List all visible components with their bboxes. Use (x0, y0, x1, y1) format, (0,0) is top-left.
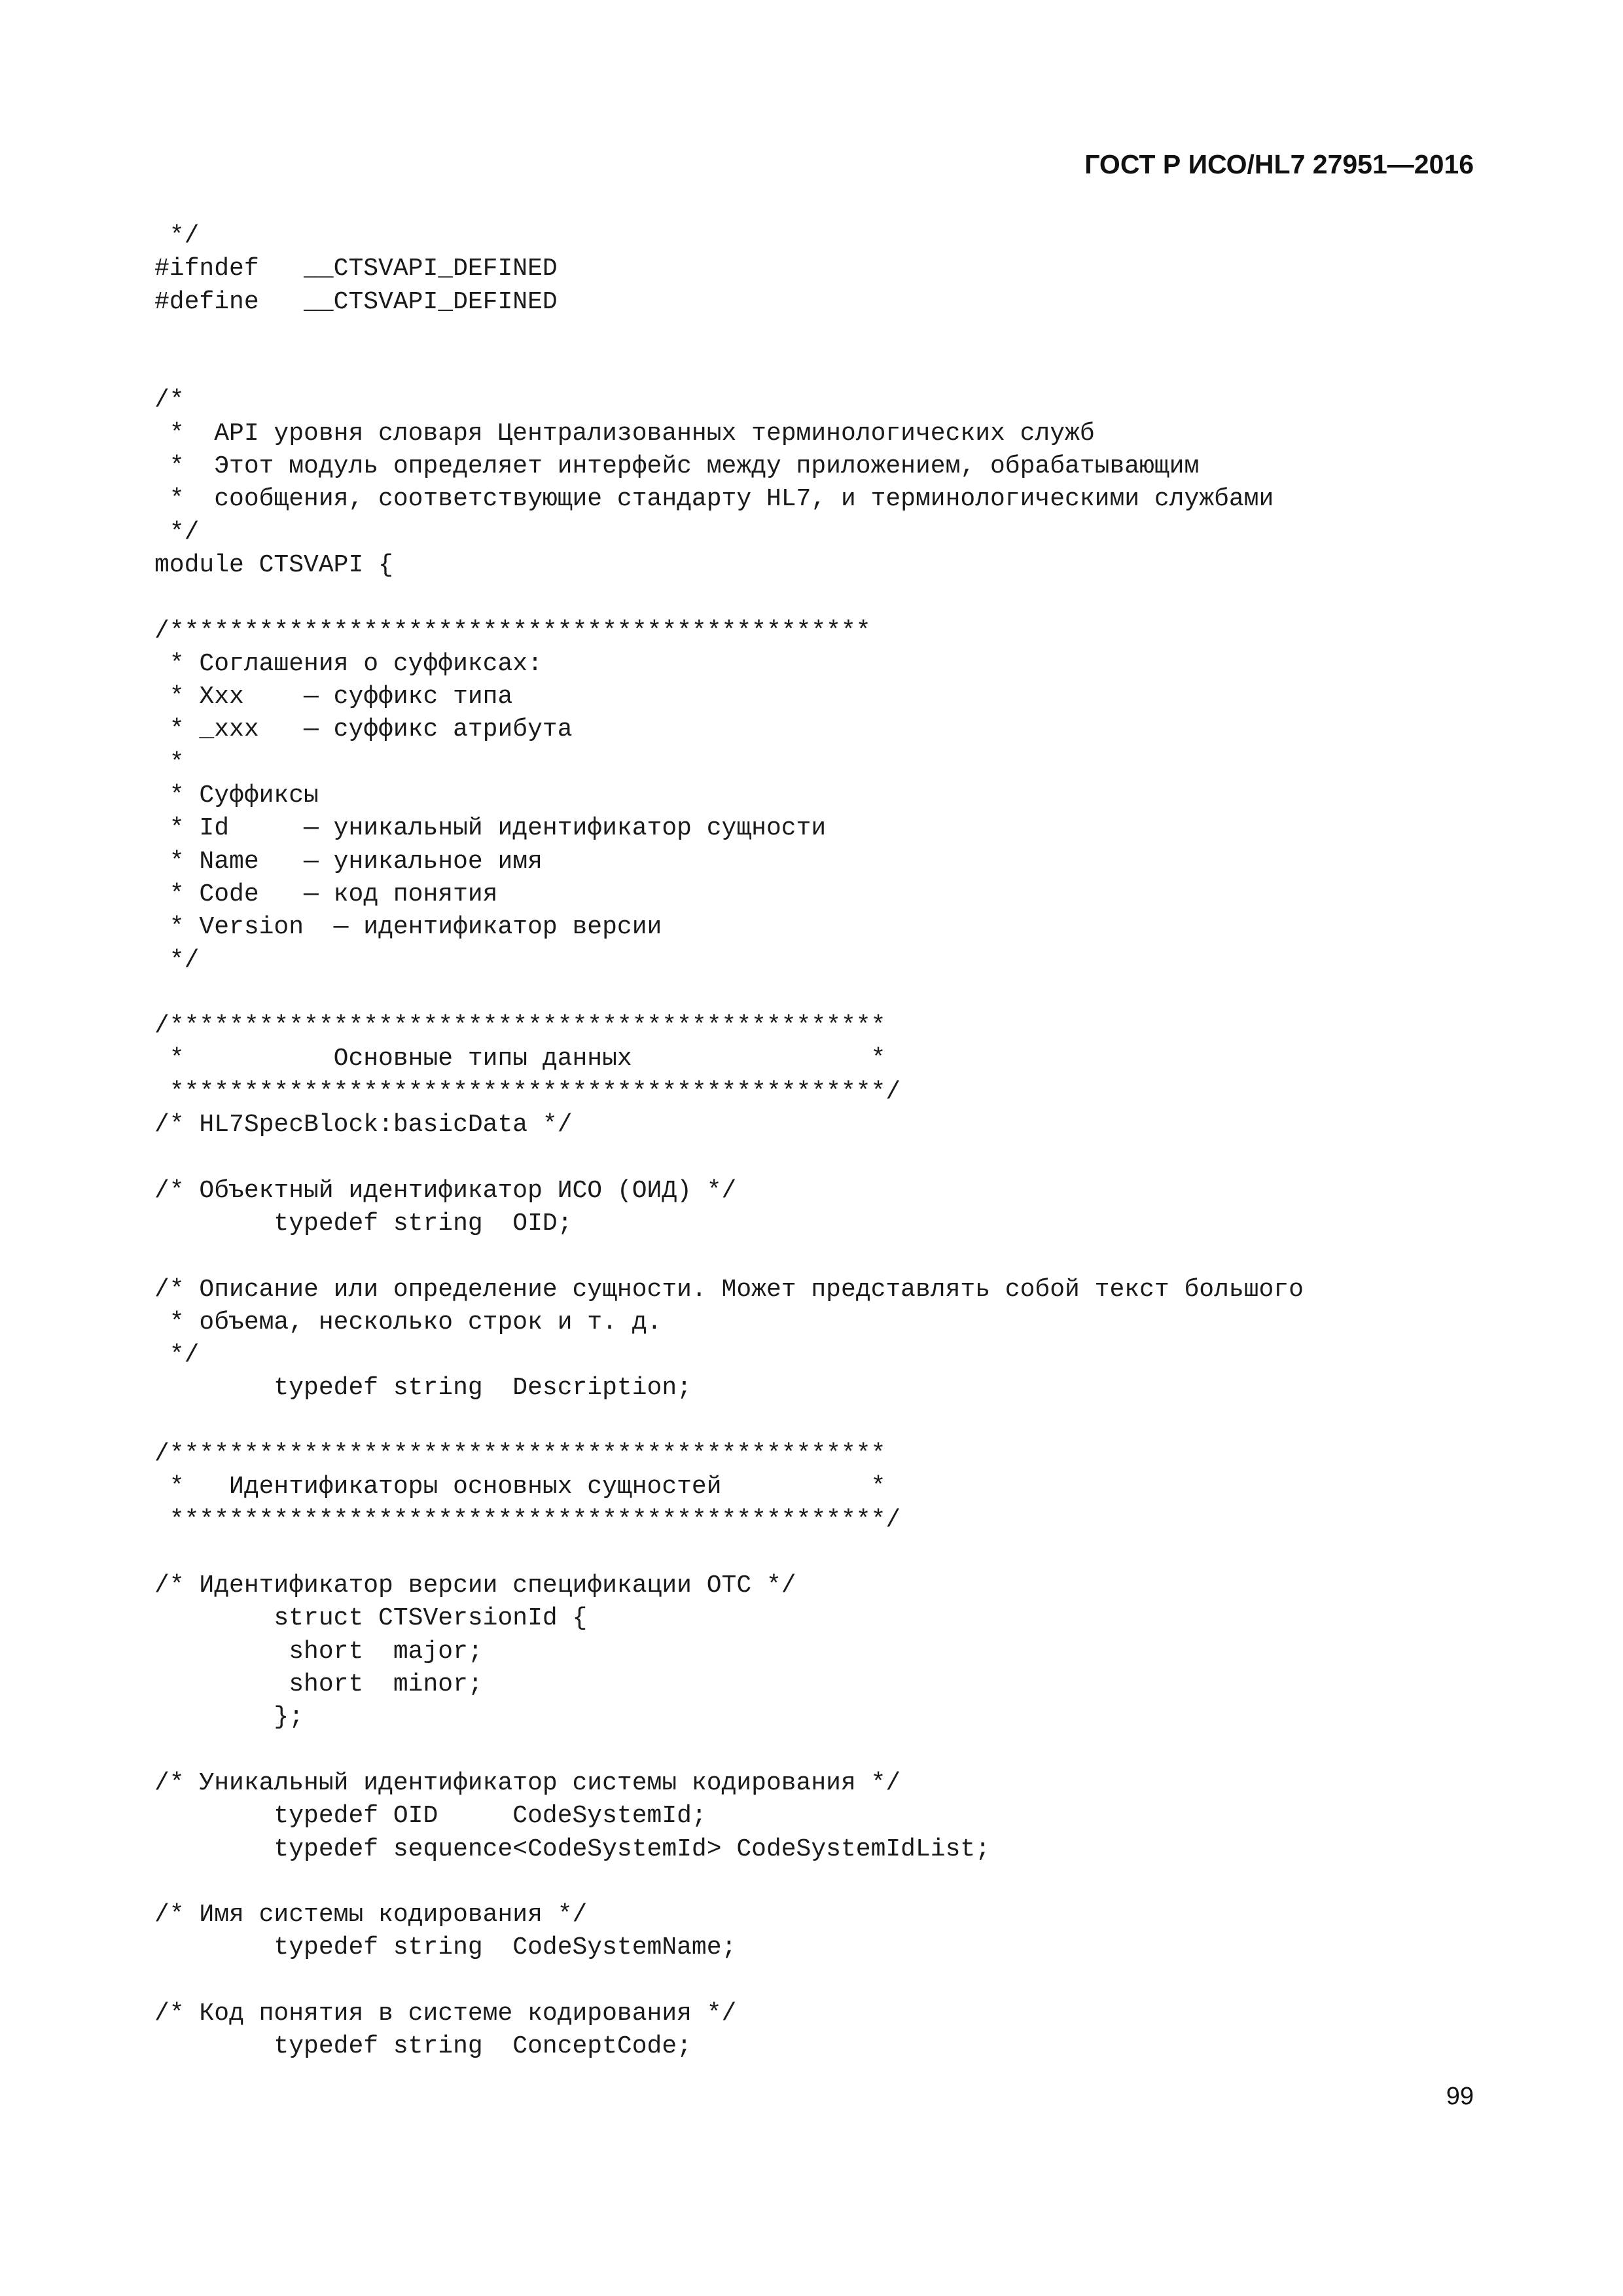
code-line: /* Имя системы кодирования */ (154, 1901, 588, 1929)
code-line: short major; (154, 1637, 483, 1666)
code-line: ************************************************/ (154, 1077, 901, 1106)
code-line: #ifndef __CTSVAPI_DEFINED (154, 255, 558, 283)
code-line (154, 1965, 1496, 1998)
code-line: typedef OID CodeSystemId; (154, 1802, 707, 1831)
code-line: /* (154, 386, 185, 415)
code-line: * Соглашения о суффиксах: (154, 649, 543, 678)
code-line: * Id — уникальный идентификатор сущности (154, 814, 827, 843)
code-line (154, 1405, 1496, 1438)
code-line: }; (154, 1703, 304, 1732)
page-number: 99 (1446, 2083, 1474, 2110)
code-line: * Основные типы данных * (154, 1045, 886, 1073)
code-line (154, 977, 1496, 1010)
code-line: /************************************************ (154, 1012, 886, 1041)
code-line: */ (154, 1341, 200, 1370)
code-line: /* Код понятия в системе кодирования */ (154, 2000, 737, 2028)
code-line: * сообщения, соответствующие стандарту HL7, и терминологическими службами (154, 485, 1274, 514)
code-line (154, 1734, 1496, 1767)
code-line: * объема, несколько строк и т. д. (154, 1308, 662, 1336)
code-line: /* Идентификатор версии спецификации ОТС */ (154, 1571, 796, 1600)
code-line: */ (154, 946, 200, 975)
code-line: * Version — идентификатор версии (154, 913, 662, 942)
code-line: * Code — код понятия (154, 880, 498, 908)
code-line (154, 1240, 1496, 1273)
code-line: * (154, 748, 185, 777)
code-listing (154, 220, 1496, 2064)
code-line: typedef string OID; (154, 1209, 573, 1238)
document-header: ГОСТ Р ИСО/HL7 27951—2016 (1084, 149, 1474, 179)
code-line: ************************************************/ (154, 1505, 901, 1534)
code-line: /* Уникальный идентификатор системы кодирования */ (154, 1768, 901, 1797)
code-line: * API уровня словаря Централизованных терминологических служб (154, 419, 1095, 448)
code-line: struct CTSVersionId { (154, 1604, 588, 1633)
code-line: /* Описание или определение сущности. Может представлять собой текст большого (154, 1275, 1304, 1304)
code-line: * Name — уникальное имя (154, 847, 543, 876)
code-line: typedef string CodeSystemName; (154, 1933, 737, 1962)
code-line: /* Объектный идентификатор ИСО (ОИД) */ (154, 1176, 737, 1205)
code-line: typedef sequence<CodeSystemId> CodeSystemIdList; (154, 1835, 991, 1863)
code-line: */ (154, 518, 200, 547)
code-line: * _xxx — суффикс атрибута (154, 715, 573, 744)
code-line (154, 1141, 1496, 1174)
code-line: * Идентификаторы основных сущностей * (154, 1473, 886, 1501)
code-line (154, 319, 1496, 351)
code-line (154, 351, 1496, 384)
code-line: * Xxx — суффикс типа (154, 683, 513, 711)
code-line (154, 582, 1496, 615)
code-line: typedef string Description; (154, 1374, 692, 1403)
code-line: * Этот модуль определяет интерфейс между приложением, обрабатывающим (154, 452, 1200, 481)
code-line: #define __CTSVAPI_DEFINED (154, 287, 558, 316)
code-line: short minor; (154, 1670, 483, 1699)
code-line: /*********************************************** (154, 617, 871, 645)
code-line: /* HL7SpecBlock:basicData */ (154, 1111, 573, 1139)
code-line (154, 1537, 1496, 1570)
code-line (154, 1866, 1496, 1899)
code-line: module CTSVAPI { (154, 550, 393, 579)
code-line: typedef string ConceptCode; (154, 2032, 692, 2061)
code-line: * Суффиксы (154, 781, 319, 810)
code-line: */ (154, 222, 200, 250)
code-line: /************************************************ (154, 1439, 886, 1468)
